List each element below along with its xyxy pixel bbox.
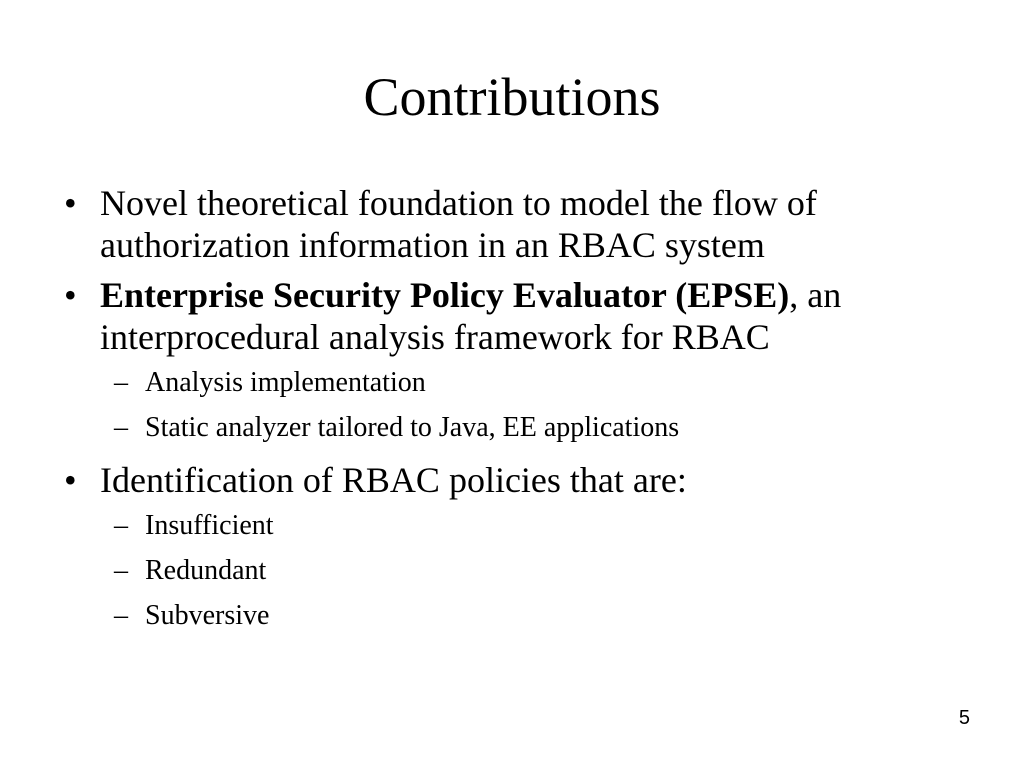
sub-bullet-item xyxy=(64,366,964,400)
dash-icon: – xyxy=(114,367,128,398)
sub-bullet-item xyxy=(64,554,964,588)
bullet-text: Identification of RBAC policies that are: xyxy=(100,460,687,500)
bullet-item xyxy=(64,274,964,358)
dash-icon: – xyxy=(114,412,128,443)
sub-bullet-text: Static analyzer tailored to Java, EE applications xyxy=(145,412,680,443)
bullet-text: Novel theoretical foundation to model the flow of authorization information in an RBAC system xyxy=(100,183,817,265)
slide-title: Contributions xyxy=(363,67,661,127)
sub-bullet-item xyxy=(64,599,964,633)
bullet-item xyxy=(64,459,964,501)
bullet-list xyxy=(64,182,964,644)
sub-bullet-text: Insufficient xyxy=(145,510,274,541)
dash-icon: – xyxy=(114,600,128,631)
page-number: 5 xyxy=(958,707,970,729)
bullet-item xyxy=(64,182,964,266)
bullet-icon: • xyxy=(64,183,77,223)
dash-icon: – xyxy=(114,510,128,541)
bullet-icon: • xyxy=(64,460,77,500)
bullet-bold-text: Enterprise Security Policy Evaluator (EPSE) xyxy=(100,275,790,315)
sub-bullet-item xyxy=(64,411,964,445)
bullet-text: , an interprocedural analysis framework for RBAC xyxy=(100,275,842,357)
sub-bullet-text: Analysis implementation xyxy=(145,367,426,398)
sub-bullet-text: Subversive xyxy=(145,600,270,631)
sub-bullet-item xyxy=(64,509,964,543)
sub-bullet-text: Redundant xyxy=(145,555,267,586)
bullet-icon: • xyxy=(64,275,77,315)
dash-icon: – xyxy=(114,555,128,586)
